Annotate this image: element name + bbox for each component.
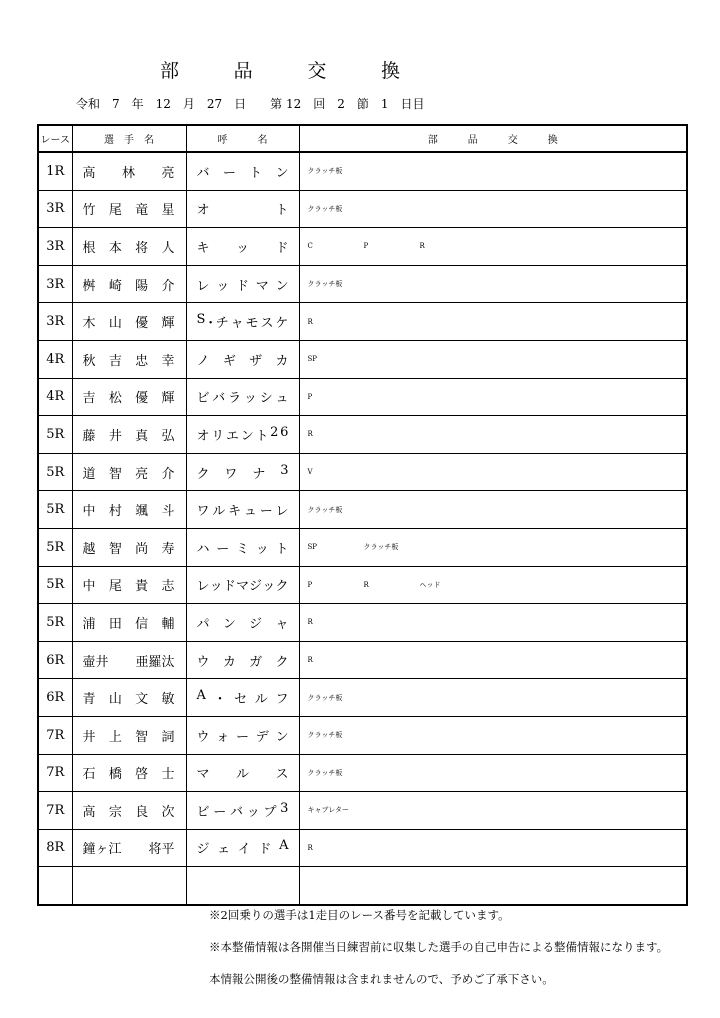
nickname-cell: バ ー ト ン [186,152,299,190]
nickname-cell: ノ ギ ザ カ [186,340,299,378]
racer-name-cell: 中 村 颯 斗 [72,491,186,529]
nickname-cell: オ ト [186,190,299,228]
race-cell: 5R [38,604,72,642]
racer-name-cell: 越 智 尚 寿 [72,528,186,566]
race-cell: 7R [38,754,72,792]
table-row [38,491,687,529]
racer-name-cell: 竹 尾 竜 星 [72,190,186,228]
part-item: R [307,317,313,326]
part-item: クラッチ板 [307,280,343,289]
parts-cell [299,792,687,830]
race-cell: 5R [38,491,72,529]
note-1: ※2回乗りの選手は1走目のレース番号を記載しています。 [209,908,510,922]
racer-name-cell: 高 林 亮 [72,152,186,190]
nickname-cell: マ ル ス [186,754,299,792]
note-2: ※本整備情報は各開催当日練習前に収集した選手の自己申告による整備情報になります。 [209,940,669,954]
table-row [38,528,687,566]
parts-cell [299,604,687,642]
part-item: P [307,392,313,401]
race-cell: 5R [38,566,72,604]
part-item: SP [307,543,318,552]
parts-cell [299,340,687,378]
part-item: クラッチ板 [307,204,343,213]
race-cell: 3R [38,265,72,303]
table-row [38,792,687,830]
race-cell: 7R [38,716,72,754]
part-item: キャブレター [307,806,349,815]
parts-cell [299,528,687,566]
racer-name-cell: 道 智 亮 介 [72,453,186,491]
table-row [38,340,687,378]
nickname-cell: レ ッ ド マ ン [186,265,299,303]
parts-table [37,124,688,906]
header-parts: 部 品 交 換 [299,125,687,152]
table-row [38,604,687,642]
racer-name-cell: 高 宗 良 次 [72,792,186,830]
part-item: クラッチ板 [363,543,399,552]
racer-name-cell: 秋 吉 忠 幸 [72,340,186,378]
part-item: R [363,580,369,589]
racer-name-cell: 井 上 智 詞 [72,716,186,754]
table-row [38,829,687,867]
parts-cell [299,453,687,491]
table-header-row [38,125,687,152]
part-item: クラッチ板 [307,768,343,777]
part-item: クラッチ板 [307,731,343,740]
race-cell: 8R [38,829,72,867]
nickname-cell [186,867,299,905]
table-row [38,303,687,341]
parts-cell [299,829,687,867]
note-3: 本情報公開後の整備情報は含まれませんので、予めご了承下さい。 [209,972,554,986]
table-row [38,679,687,717]
part-item: R [307,656,313,665]
header-race: レース [38,125,72,152]
nickname-cell: ウ カ ガ ク [186,641,299,679]
table-row [38,453,687,491]
parts-cell [299,152,687,190]
racer-name-cell: 藤 井 真 弘 [72,416,186,454]
nickname-cell: オ リ エ ン ト 2 6 [186,416,299,454]
parts-cell [299,265,687,303]
parts-cell [299,716,687,754]
nickname-cell: ビ バ ラ ッ シ ュ [186,378,299,416]
nickname-cell: S ･ チ ャ モ ス ケ [186,303,299,341]
parts-cell [299,566,687,604]
nickname-cell: A ・ セ ル フ [186,679,299,717]
parts-cell [299,228,687,266]
title-char: 換 [380,60,400,82]
racer-name-cell: 石 橋 啓 士 [72,754,186,792]
race-cell: 7R [38,792,72,830]
part-item: R [307,843,313,852]
nickname-cell: ジ ェ イ ド A [186,829,299,867]
part-item: R [307,430,313,439]
race-cell: 3R [38,303,72,341]
racer-name-cell: 青 山 文 敏 [72,679,186,717]
race-cell: 1R [38,152,72,190]
table-row [38,641,687,679]
table-row [38,378,687,416]
racer-name-cell: 吉 松 優 輝 [72,378,186,416]
part-item: クラッチ板 [307,693,343,702]
part-item: SP [307,355,318,364]
part-item: クラッチ板 [307,505,343,514]
racer-name-cell: 木 山 優 輝 [72,303,186,341]
race-cell: 5R [38,416,72,454]
nickname-cell: レ ッ ド マ ジ ッ ク [186,566,299,604]
part-item: クラッチ板 [307,167,343,176]
table-row [38,716,687,754]
parts-cell [299,641,687,679]
part-item: C [307,242,313,251]
date-line: 令和 7 年 12 月 27 日 第 12 回 2 節 1 日目 [76,97,425,111]
notes [209,910,668,1006]
racer-name-cell: 鐘ヶ江 将平 [72,829,186,867]
part-item: V [307,468,313,477]
nickname-cell: ワ ル キ ュ ー レ [186,491,299,529]
parts-cell [299,416,687,454]
nickname-cell: ク ワ ナ 3 [186,453,299,491]
part-item: P [363,242,369,251]
race-cell: 5R [38,528,72,566]
race-cell: 3R [38,190,72,228]
nickname-cell: ビ ー バ ッ プ 3 [186,792,299,830]
race-cell: 6R [38,679,72,717]
nickname-cell: キ ッ ド [186,228,299,266]
table-row [38,754,687,792]
table-row [38,416,687,454]
page-title [160,56,400,83]
parts-cell [299,491,687,529]
racer-name-cell: 桝 崎 陽 介 [72,265,186,303]
table-row [38,190,687,228]
race-cell: 4R [38,378,72,416]
racer-name-cell: 浦 田 信 輔 [72,604,186,642]
parts-cell [299,190,687,228]
race-cell: 3R [38,228,72,266]
part-item: P [307,580,313,589]
title-char: 部 [160,60,180,82]
table-row [38,228,687,266]
header-nickname: 呼 名 [186,125,299,152]
table-row [38,265,687,303]
race-cell [38,867,72,905]
title-char: 品 [233,60,253,82]
nickname-cell: ウ ォ ー デ ン [186,716,299,754]
racer-name-cell: 壷井 亜羅汰 [72,641,186,679]
part-item: ヘッド [419,580,441,589]
parts-cell [299,303,687,341]
parts-cell [299,679,687,717]
table-row [38,152,687,190]
racer-name-cell: 根 本 将 人 [72,228,186,266]
race-cell: 4R [38,340,72,378]
nickname-cell: ハ ー ミ ッ ト [186,528,299,566]
nickname-cell: パ ン ジ ャ [186,604,299,642]
racer-name-cell [72,867,186,905]
race-cell: 6R [38,641,72,679]
parts-cell [299,754,687,792]
race-cell: 5R [38,453,72,491]
part-item: R [307,618,313,627]
table-row [38,566,687,604]
parts-cell [299,867,687,905]
title-char: 交 [307,60,327,82]
racer-name-cell: 中 尾 貴 志 [72,566,186,604]
table-row [38,867,687,905]
header-name: 選 手 名 [72,125,186,152]
part-item: R [419,242,425,251]
parts-cell [299,378,687,416]
